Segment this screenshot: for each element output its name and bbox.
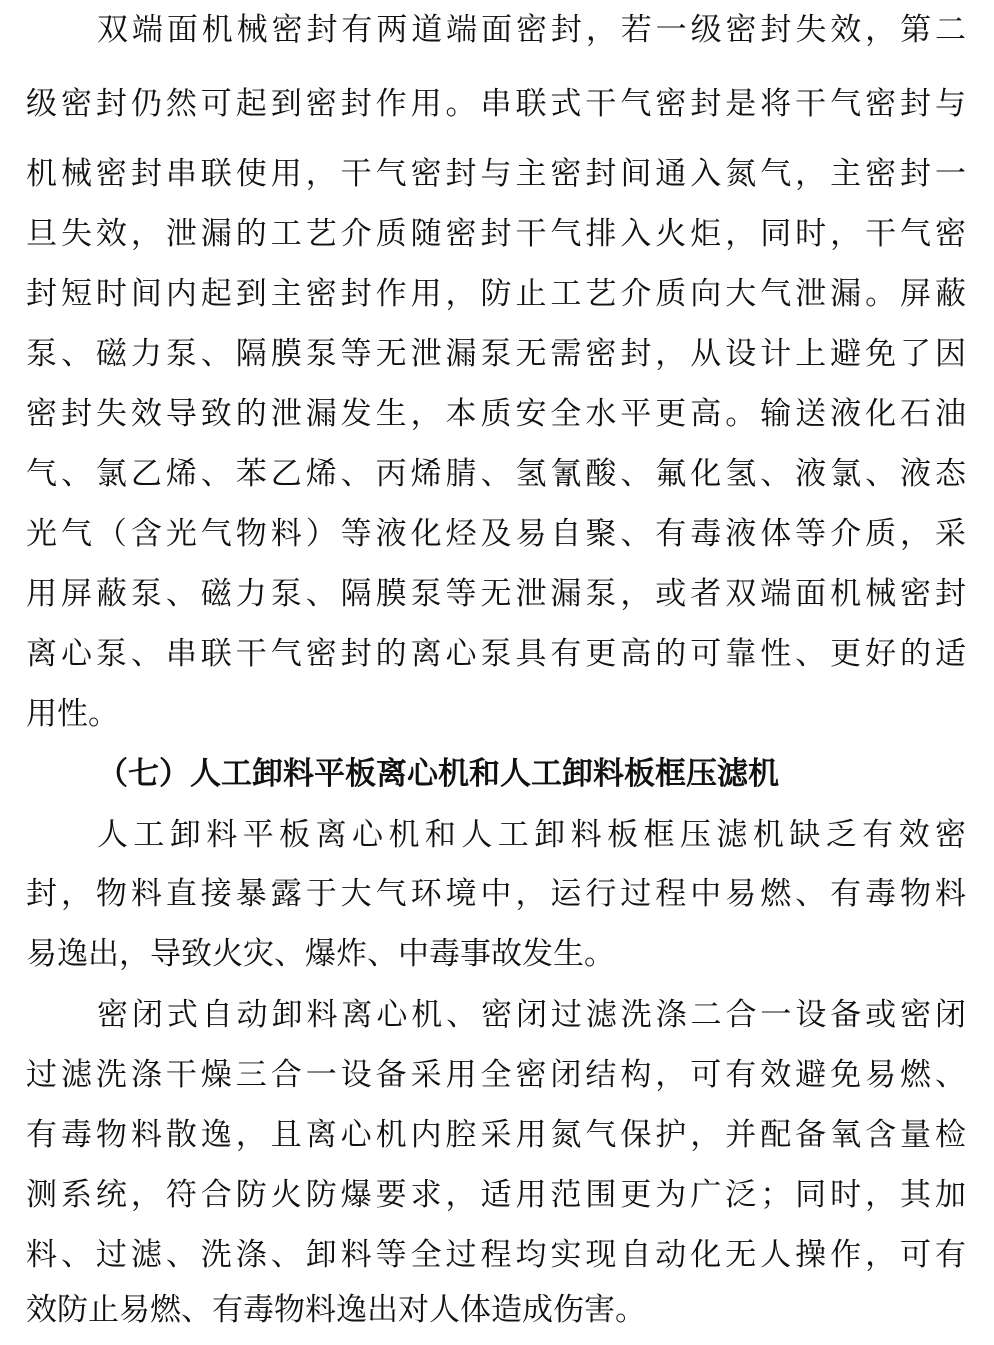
paragraph-1-line-1: 双端面机械密封有两道端面密封，若一级密封失效，第二 [97, 12, 966, 48]
paragraph-1-line-7: 密封失效导致的泄漏发生，本质安全水平更高。输送液化石油 [26, 396, 966, 432]
paragraph-2-line-1: 人工卸料平板离心机和人工卸料板框压滤机缺乏有效密 [97, 817, 966, 853]
paragraph-3-line-6: 效防止易燃、有毒物料逸出对人体造成伤害。 [26, 1292, 646, 1328]
paragraph-1-line-8: 气、氯乙烯、苯乙烯、丙烯腈、氢氰酸、氟化氢、液氯、液态 [26, 456, 966, 492]
paragraph-3-line-3: 有毒物料散逸，且离心机内腔采用氮气保护，并配备氧含量检 [26, 1117, 966, 1153]
paragraph-3-line-4: 测系统，符合防火防爆要求，适用范围更为广泛；同时，其加 [26, 1177, 966, 1213]
paragraph-1-line-3: 机械密封串联使用，干气密封与主密封间通入氮气，主密封一 [26, 156, 966, 192]
section-heading: （七）人工卸料平板离心机和人工卸料板框压滤机 [97, 756, 779, 792]
paragraph-1-line-12: 用性。 [26, 696, 119, 732]
paragraph-1-line-6: 泵、磁力泵、隔膜泵等无泄漏泵无需密封，从设计上避免了因 [26, 336, 966, 372]
paragraph-1-line-10: 用屏蔽泵、磁力泵、隔膜泵等无泄漏泵，或者双端面机械密封 [26, 576, 966, 612]
paragraph-2-line-3: 易逸出，导致火灾、爆炸、中毒事故发生。 [26, 936, 615, 972]
paragraph-1-line-11: 离心泵、串联干气密封的离心泵具有更高的可靠性、更好的适 [26, 636, 966, 672]
paragraph-3-line-1: 密闭式自动卸料离心机、密闭过滤洗涤二合一设备或密闭 [97, 997, 966, 1033]
paragraph-3-line-2: 过滤洗涤干燥三合一设备采用全密闭结构，可有效避免易燃、 [26, 1057, 966, 1093]
paragraph-1-line-9: 光气（含光气物料）等液化烃及易自聚、有毒液体等介质，采 [26, 516, 966, 552]
paragraph-1-line-2: 级密封仍然可起到密封作用。串联式干气密封是将干气密封与 [26, 86, 966, 122]
paragraph-1-line-4: 旦失效，泄漏的工艺介质随密封干气排入火炬，同时，干气密 [26, 216, 966, 252]
paragraph-3-line-5: 料、过滤、洗涤、卸料等全过程均实现自动化无人操作，可有 [26, 1237, 966, 1273]
paragraph-1-line-5: 封短时间内起到主密封作用，防止工艺介质向大气泄漏。屏蔽 [26, 276, 966, 312]
paragraph-2-line-2: 封，物料直接暴露于大气环境中，运行过程中易燃、有毒物料 [26, 876, 966, 912]
